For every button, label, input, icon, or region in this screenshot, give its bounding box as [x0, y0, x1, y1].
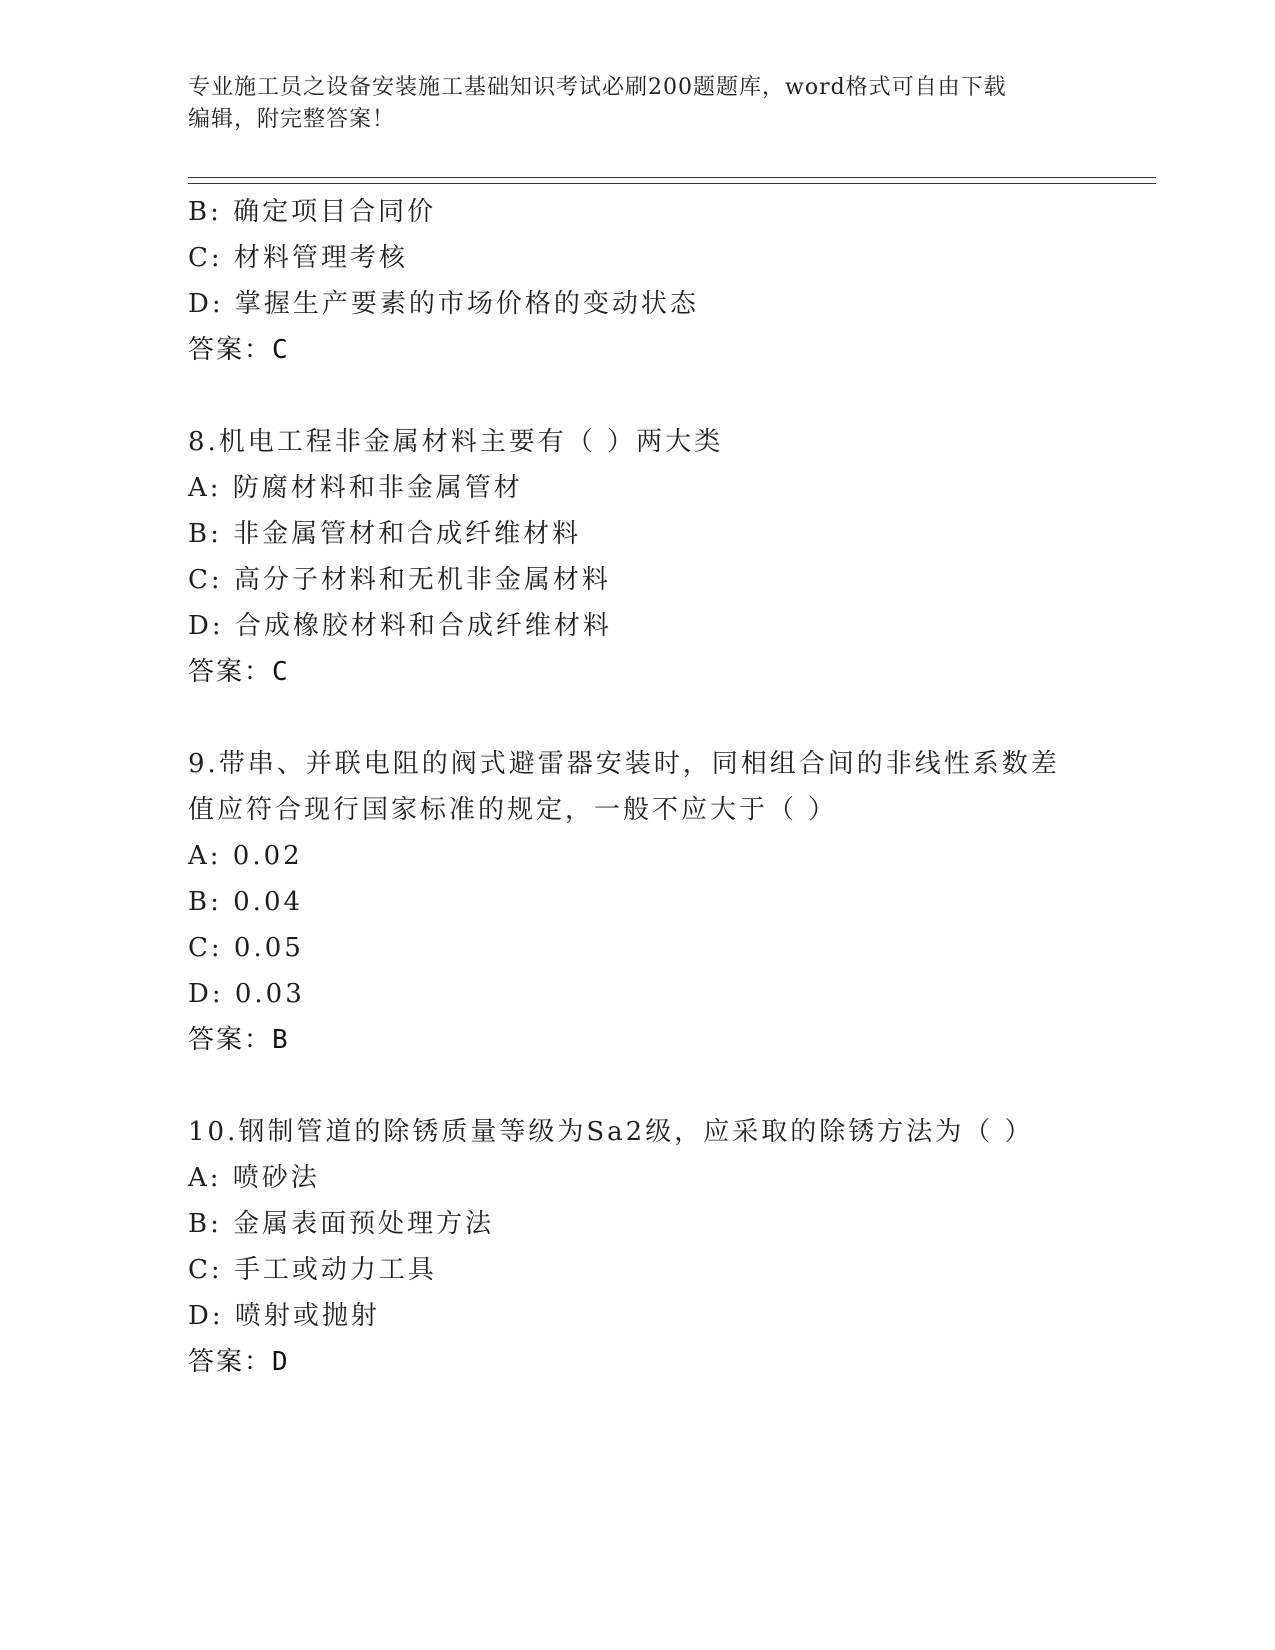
header-divider-bottom [188, 183, 1156, 184]
option-b: B: 0.04 [188, 887, 304, 917]
question-list [188, 189, 1088, 1385]
question-spacer [188, 373, 1088, 419]
option-a: A: 喷砂法 [188, 1163, 320, 1193]
answer-label: 答案： [188, 657, 273, 687]
option-d: D: 喷射或抛射 [188, 1301, 380, 1331]
question-8 [188, 419, 1088, 695]
answer-label: 答案： [188, 1025, 273, 1055]
question-stem: 10.钢制管道的除锈质量等级为Sa2级，应采取的除锈方法为（ ） [188, 1117, 1034, 1147]
header-title-line-2: 编辑，附完整答案！ [188, 107, 396, 132]
question-10 [188, 1109, 1088, 1385]
option-a: A: 0.02 [188, 841, 303, 871]
answer-value: D [272, 1347, 290, 1377]
question-stem-line-2: 值应符合现行国家标准的规定，一般不应大于（ ） [188, 795, 838, 825]
option-b: B: 非金属管材和合成纤维材料 [188, 519, 582, 549]
option-b: B: 金属表面预处理方法 [188, 1209, 495, 1239]
option-d: D: 掌握生产要素的市场价格的变动状态 [188, 289, 699, 319]
answer-label: 答案： [188, 1347, 273, 1377]
option-c: C: 手工或动力工具 [188, 1255, 437, 1285]
option-b: B: 确定项目合同价 [188, 197, 437, 227]
document-header [188, 72, 1068, 136]
option-c: C: 0.05 [188, 933, 304, 963]
answer-line [188, 649, 1088, 695]
header-title-line-1: 专业施工员之设备安装施工基础知识考试必刷200题题库，word格式可自由下载 [188, 75, 1007, 100]
question-spacer [188, 1063, 1088, 1109]
question-stem: 8.机电工程非金属材料主要有（ ）两大类 [188, 427, 724, 457]
answer-line [188, 1017, 1088, 1063]
question-spacer [188, 695, 1088, 741]
answer-label: 答案： [188, 335, 273, 365]
question-7-continuation [188, 189, 1088, 373]
answer-value: C [272, 335, 290, 365]
answer-value: B [272, 1025, 290, 1055]
question-9 [188, 741, 1088, 1063]
option-a: A: 防腐材料和非金属管材 [188, 473, 523, 503]
answer-value: C [272, 657, 290, 687]
question-stem-line-1: 9.带串、并联电阻的阀式避雷器安装时，同相组合间的非线性系数差 [188, 749, 1060, 779]
option-c: C: 高分子材料和无机非金属材料 [188, 565, 611, 595]
option-d: D: 合成橡胶材料和合成纤维材料 [188, 611, 612, 641]
header-divider-top [188, 177, 1156, 178]
answer-line [188, 1339, 1088, 1385]
option-c: C: 材料管理考核 [188, 243, 408, 273]
answer-line [188, 327, 1088, 373]
option-d: D: 0.03 [188, 979, 305, 1009]
